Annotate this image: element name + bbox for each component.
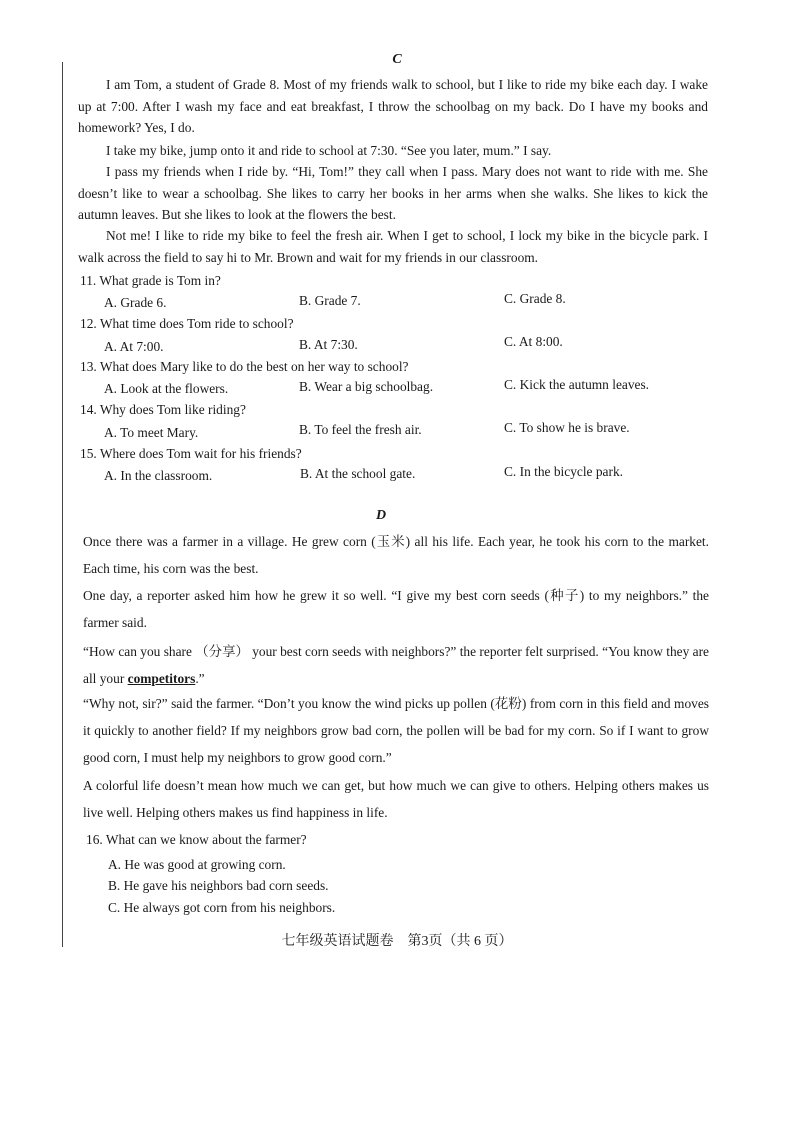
section-d-title: D	[375, 508, 387, 523]
passage-d-paragraph-4: “Why not, sir?” said the farmer. “Don’t you know the wind picks up pollen (花粉) from corn in this field and moves it quickly to another field? If my neighbors grow bad corn, the pollen will be bad for my corn. So if I want to grow good corn, I must help my neighbors to grow good corn.”	[83, 696, 709, 765]
competitors-word: competitors	[127, 671, 196, 686]
q14-option-b[interactable]: B. To feel the fresh air.	[299, 422, 422, 437]
left-margin-line	[62, 62, 63, 947]
passage-c-paragraph-4: Not me! I like to ride my bike to feel the fresh air. When I get to school, I lock my bike in the bicycle park. I walk across the field to say hi to Mr. Brown and wait for my friends in our classroom.	[78, 228, 708, 265]
q11-option-b[interactable]: B. Grade 7.	[299, 293, 361, 308]
q13-option-c[interactable]: C. Kick the autumn leaves.	[504, 377, 650, 392]
question-13: 13. What does Mary like to do the best on her way to school?	[80, 359, 409, 374]
q15-option-a[interactable]: A. In the classroom.	[104, 468, 213, 483]
passage-d-paragraph-1: Once there was a farmer in a village. He grew corn (玉米) all his life. Each year, he took his corn to the market. Each time, his corn was the best.	[83, 534, 709, 576]
section-c-title: C	[392, 52, 402, 67]
q11-option-a[interactable]: A. Grade 6.	[104, 295, 167, 310]
passage-d-paragraph-3: “How can you share （分享） your best corn seeds with neighbors?” the reporter felt surprised. “You know they are all your competitors.”	[83, 644, 709, 686]
passage-d-paragraph-5: A colorful life doesn’t mean how much we can get, but how much we can give to others. Helping others makes us live well. Helping others makes us find happiness in life.	[83, 778, 709, 820]
q15-option-c[interactable]: C. In the bicycle park.	[504, 464, 623, 479]
passage-c-paragraph-2: I take my bike, jump onto it and ride to school at 7:30. “See you later, mum.” I say.	[106, 143, 552, 158]
question-14: 14. Why does Tom like riding?	[80, 402, 246, 417]
q14-option-c[interactable]: C. To show he is brave.	[504, 420, 630, 435]
question-12: 12. What time does Tom ride to school?	[80, 316, 294, 331]
q14-option-a[interactable]: A. To meet Mary.	[104, 425, 199, 440]
passage-c-paragraph-1: I am Tom, a student of Grade 8. Most of my friends walk to school, but I like to ride my bike each day. I wake up at 7:00. After I wash my face and eat breakfast, I throw the schoolbag on my back. Do I have my books and homework? Yes, I do.	[78, 77, 708, 135]
q12-option-a[interactable]: A. At 7:00.	[104, 339, 164, 354]
q11-option-c[interactable]: C. Grade 8.	[504, 291, 566, 306]
q16-option-a[interactable]: A. He was good at growing corn.	[108, 857, 286, 872]
q12-option-b[interactable]: B. At 7:30.	[299, 337, 358, 352]
page-footer: 七年级英语试题卷 第3页（共 6 页）	[281, 934, 513, 949]
q12-option-c[interactable]: C. At 8:00.	[504, 334, 563, 349]
question-11: 11. What grade is Tom in?	[80, 273, 221, 288]
passage-d-paragraph-2: One day, a reporter asked him how he grew it so well. “I give my best corn seeds (种子) to my neighbors.” the farmer said.	[83, 588, 709, 630]
passage-c-paragraph-3: I pass my friends when I ride by. “Hi, Tom!” they call when I pass. Mary does not want to ride with me. She doesn’t like to wear a schoolbag. She likes to carry her books in her arms when she walks. She likes to kick the autumn leaves. But she likes to look at the flowers the best.	[78, 164, 708, 222]
q16-option-c[interactable]: C. He always got corn from his neighbors.	[108, 900, 336, 915]
q13-option-b[interactable]: B. Wear a big schoolbag.	[299, 379, 434, 394]
q16-option-b[interactable]: B. He gave his neighbors bad corn seeds.	[108, 878, 329, 893]
question-15: 15. Where does Tom wait for his friends?	[80, 446, 302, 461]
q15-option-b[interactable]: B. At the school gate.	[300, 466, 416, 481]
question-16: 16. What can we know about the farmer?	[86, 832, 307, 847]
q13-option-a[interactable]: A. Look at the flowers.	[104, 381, 229, 396]
